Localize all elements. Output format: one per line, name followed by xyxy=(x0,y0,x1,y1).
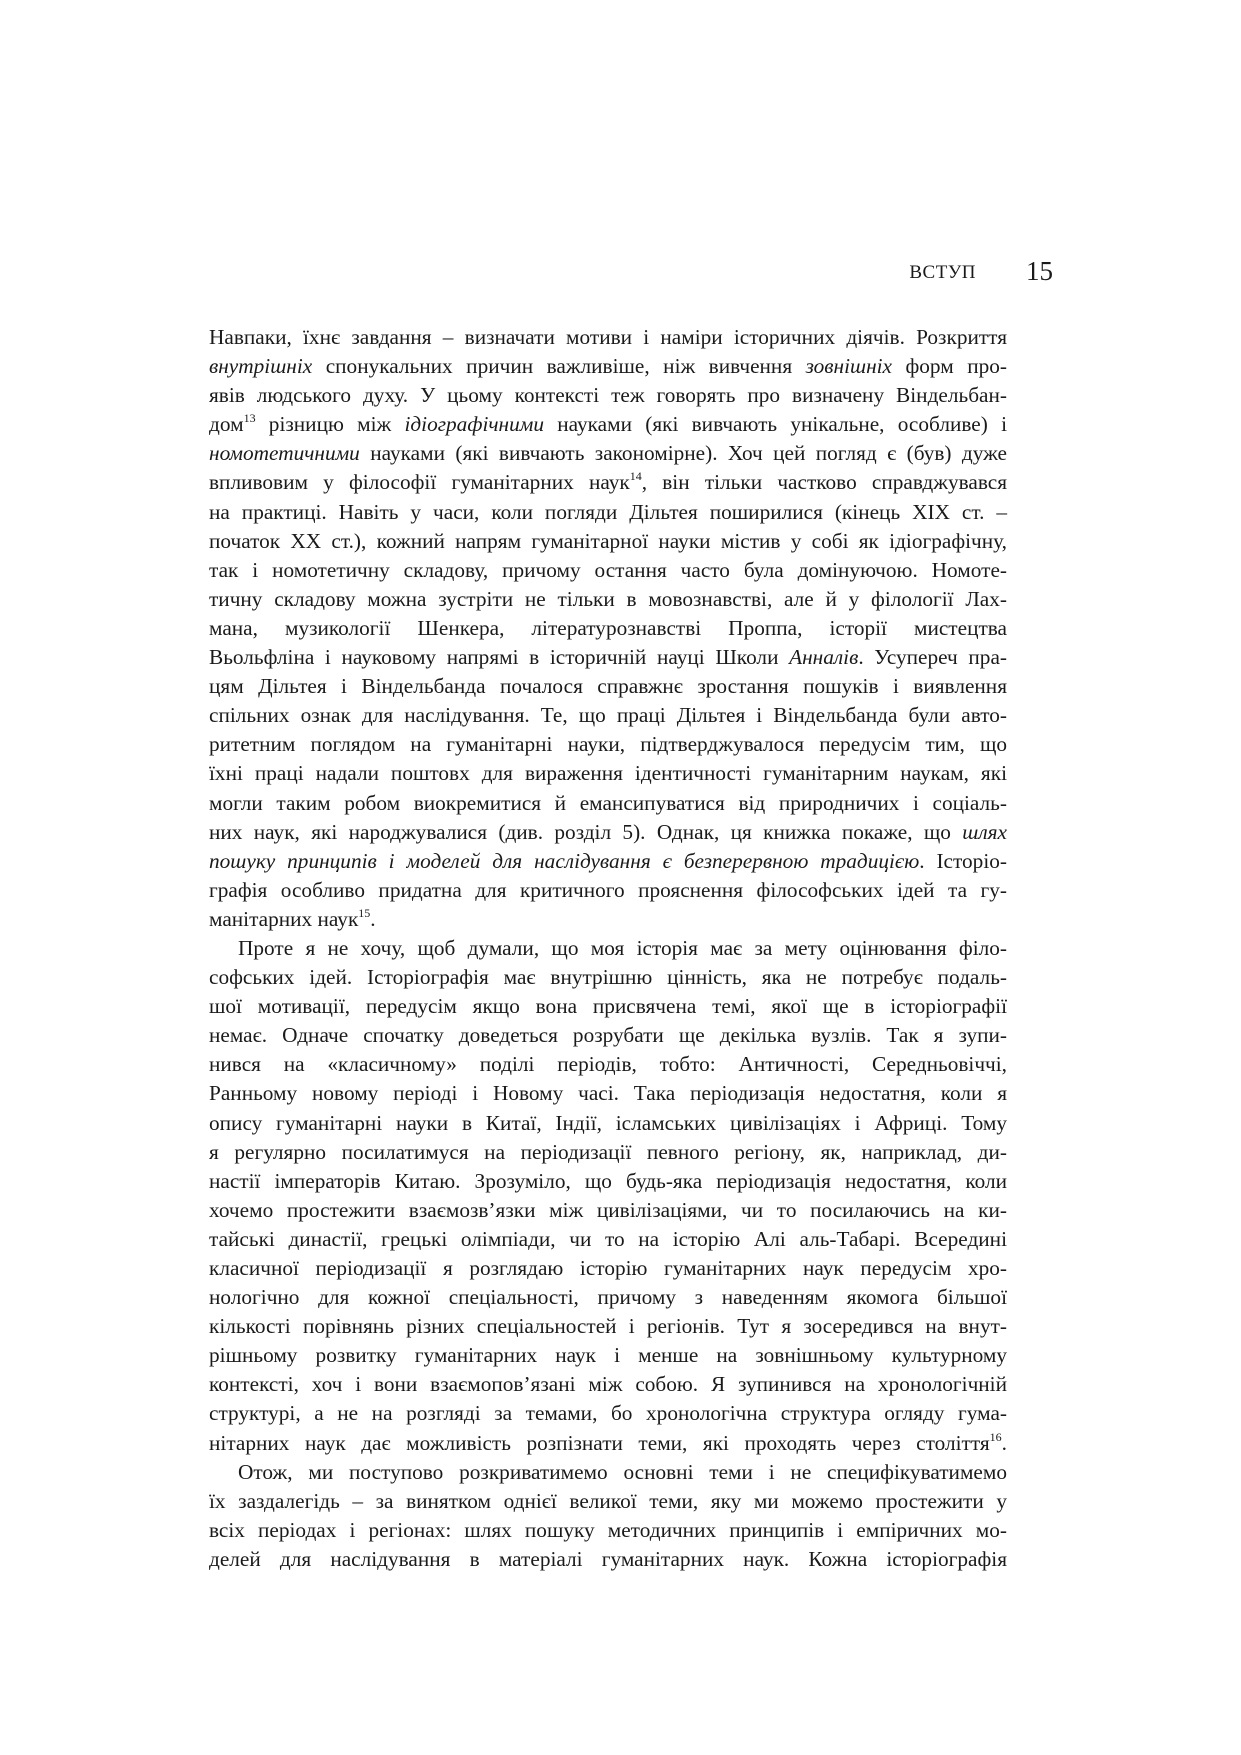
text-line xyxy=(209,556,1007,585)
italic-text: шлях xyxy=(962,819,1007,844)
text-line xyxy=(209,643,1007,672)
text-line xyxy=(209,585,1007,614)
text-segment: могли таким робом виокремитися й емансипуватися від природничих і соціаль- xyxy=(209,790,1007,815)
text-segment: впливовим у філософії гуманітарних наук xyxy=(209,470,630,495)
text-segment: ритетним поглядом на гуманітарні науки, підтверджувалося передусім тим, що xyxy=(209,732,1007,757)
text-segment: . Усупереч пра- xyxy=(858,645,1007,670)
text-line xyxy=(209,1516,1007,1545)
text-line xyxy=(209,818,1007,847)
running-head xyxy=(800,256,1056,290)
text-line xyxy=(209,1429,1007,1458)
text-line xyxy=(209,1370,1007,1399)
text-segment: Вьольфліна і науковому напрямі в історичній науці Школи xyxy=(209,645,790,670)
text-segment: немає. Одначе спочатку доведеться розрубати ще декілька вузлів. Так я зупи- xyxy=(209,1023,1007,1048)
text-segment: спонукальних причин важливіше, ніж вивчення xyxy=(312,354,806,379)
italic-text: внутрішніх xyxy=(209,354,313,379)
footnote-reference: 16 xyxy=(989,1429,1002,1444)
text-segment: делей для наслідування в матеріалі гуманітарних наук. Кожна історіографія xyxy=(209,1546,1007,1571)
text-line xyxy=(209,701,1007,730)
text-line xyxy=(209,1254,1007,1283)
text-segment: . xyxy=(370,906,376,931)
text-segment: настії імператорів Китаю. Зрозуміло, що будь-яка періодизація недостатня, коли xyxy=(209,1168,1007,1193)
text-line xyxy=(209,614,1007,643)
text-segment: Навпаки, їхнє завдання – визначати мотиви і наміри історичних діячів. Розкриття xyxy=(209,325,1007,349)
footnote-reference: 14 xyxy=(629,469,642,484)
text-line xyxy=(209,410,1007,439)
text-segment: . Історіо- xyxy=(919,848,1007,873)
text-line xyxy=(209,1399,1007,1428)
text-line xyxy=(209,672,1007,701)
text-line xyxy=(209,730,1007,759)
text-segment: структурі, а не на розгляді за темами, бо хронологічна структура огляду гума- xyxy=(209,1401,1007,1426)
text-segment: всіх періодах і регіонах: шлях пошуку методичних принципів і емпіричних мо- xyxy=(209,1517,1007,1542)
text-segment: рішньому розвитку гуманітарних наук і менше на зовнішньому культурному xyxy=(209,1343,1007,1368)
text-segment: опису гуманітарні науки в Китаї, Індії, ісламських цивілізаціях і Африці. Тому xyxy=(209,1110,1007,1135)
text-segment: тичну складову можна зустріти не тільки в мовознавстві, але й у філології Лах- xyxy=(209,586,1007,611)
text-segment: кількості порівнянь різних спеціальностей і регіонів. Тут я зосередився на внут- xyxy=(209,1314,1007,1339)
text-line xyxy=(209,1312,1007,1341)
body-text xyxy=(209,323,1007,1574)
text-line xyxy=(209,963,1007,992)
text-segment: їх заздалегідь – за винятком однієї великої теми, яку ми можемо простежити у xyxy=(209,1488,1007,1513)
text-line xyxy=(209,381,1007,410)
text-segment: софських ідей. Історіографія має внутрішню цінність, яка не потребує подаль- xyxy=(209,965,1007,990)
text-segment: манітарних наук xyxy=(209,906,359,931)
text-segment: дом xyxy=(209,412,244,437)
text-line xyxy=(209,1487,1007,1516)
text-segment: контексті, хоч і вони взаємопов’язані між собою. Я зупинився на хронологічній xyxy=(209,1372,1007,1397)
text-segment: їхні праці надали поштовх для вираження ідентичності гуманітарним наукам, які xyxy=(209,761,1007,786)
text-segment: нітарних наук дає можливість розпізнати теми, які проходять через століття xyxy=(209,1430,990,1455)
text-line xyxy=(209,1079,1007,1108)
text-segment: них наук, які народжувалися (див. розділ 5). Однак, ця книжка покаже, що xyxy=(209,819,963,844)
text-segment: тайські династії, грецькі олімпіади, чи то на історію Алі аль-Табарі. Всередині xyxy=(209,1226,1007,1251)
text-line xyxy=(209,847,1007,876)
text-line xyxy=(209,759,1007,788)
text-line xyxy=(209,352,1007,381)
text-segment: мана, музикології Шенкера, літературознавстві Проппа, історії мистецтва xyxy=(209,615,1007,640)
text-segment: науками (які вивчають унікальне, особливе) і xyxy=(543,412,1007,437)
footnote-reference: 13 xyxy=(243,411,256,426)
text-segment: так і номотетичну складову, причому остання часто була домінуючою. Номоте- xyxy=(209,557,1007,582)
text-segment: початок XX ст.), кожний напрям гуманітарної науки містив у собі як ідіографічну, xyxy=(209,528,1007,553)
italic-text: зовнішніх xyxy=(805,354,893,379)
text-segment: на практиці. Навіть у часи, коли погляди Дільтея поширилися (кінець XIX ст. – xyxy=(209,499,1007,524)
text-segment: Проте я не хочу, щоб думали, що моя історія має за мету оцінювання філо- xyxy=(238,935,1007,960)
text-line xyxy=(209,439,1007,468)
text-line xyxy=(209,1545,1007,1574)
italic-text: Анналів xyxy=(789,645,859,670)
text-line xyxy=(209,934,1007,963)
text-segment: Отож, ми поступово розкриватимемо основні теми і не специфікуватимемо xyxy=(238,1459,1007,1484)
text-segment: цям Дільтея і Віндельбанда почалося справжнє зростання пошуків і виявлення xyxy=(209,674,1007,699)
text-line xyxy=(209,498,1007,527)
text-segment: . xyxy=(1001,1430,1007,1455)
section-title: ВСТУП xyxy=(909,262,976,283)
text-segment: явів людського духу. У цьому контексті теж говорять про визначену Віндельбан- xyxy=(209,383,1007,408)
page-number: 15 xyxy=(1026,256,1053,286)
text-line xyxy=(209,905,1007,934)
text-line xyxy=(209,1109,1007,1138)
italic-text: пошуку принципів і моделей для наслідування є безперервною традицією xyxy=(209,848,920,873)
italic-text: номотетичними xyxy=(209,441,360,466)
text-line xyxy=(209,1050,1007,1079)
text-segment: шої мотивації, передусім якщо вона присвячена темі, якої ще в історіографії xyxy=(209,994,1007,1019)
text-segment: , він тільки частково справджувався xyxy=(641,470,1007,495)
text-segment: графія особливо придатна для критичного прояснення філософських ідей та гу- xyxy=(209,877,1007,902)
text-segment: форм про- xyxy=(892,354,1007,379)
text-line xyxy=(209,1167,1007,1196)
text-segment: спільних ознак для наслідування. Те, що праці Дільтея і Віндельбанда були авто- xyxy=(209,703,1007,728)
text-segment: різницю між xyxy=(255,412,405,437)
text-segment: науками (які вивчають закономірне). Хоч цей погляд є (був) дуже xyxy=(359,441,1007,466)
text-segment: нився на «класичному» поділі періодів, тобто: Античності, Середньовіччі, xyxy=(209,1052,1007,1077)
text-line xyxy=(209,789,1007,818)
text-line xyxy=(209,1021,1007,1050)
text-line xyxy=(209,992,1007,1021)
text-line xyxy=(209,1196,1007,1225)
text-line xyxy=(209,527,1007,556)
text-segment: класичної періодизації я розглядаю історію гуманітарних наук передусім хро- xyxy=(209,1256,1007,1280)
italic-text: ідіографічними xyxy=(404,412,544,437)
text-line xyxy=(209,1341,1007,1370)
text-line xyxy=(209,468,1007,497)
text-line xyxy=(209,1283,1007,1312)
footnote-reference: 15 xyxy=(358,905,371,920)
text-segment: Ранньому новому періоді і Новому часі. Така періодизація недостатня, коли я xyxy=(209,1081,1007,1106)
text-line xyxy=(209,1225,1007,1254)
text-line xyxy=(209,323,1007,352)
text-line xyxy=(209,876,1007,905)
text-segment: хочемо простежити взаємозв’язки між цивілізаціями, чи то посилаючись на ки- xyxy=(209,1197,1007,1222)
text-line xyxy=(209,1458,1007,1487)
text-segment: нологічно для кожної спеціальності, причому з наведенням якомога більшої xyxy=(209,1285,1007,1310)
text-segment: я регулярно посилатимуся на періодизації певного регіону, як, наприклад, ди- xyxy=(209,1139,1007,1164)
text-line xyxy=(209,1138,1007,1167)
